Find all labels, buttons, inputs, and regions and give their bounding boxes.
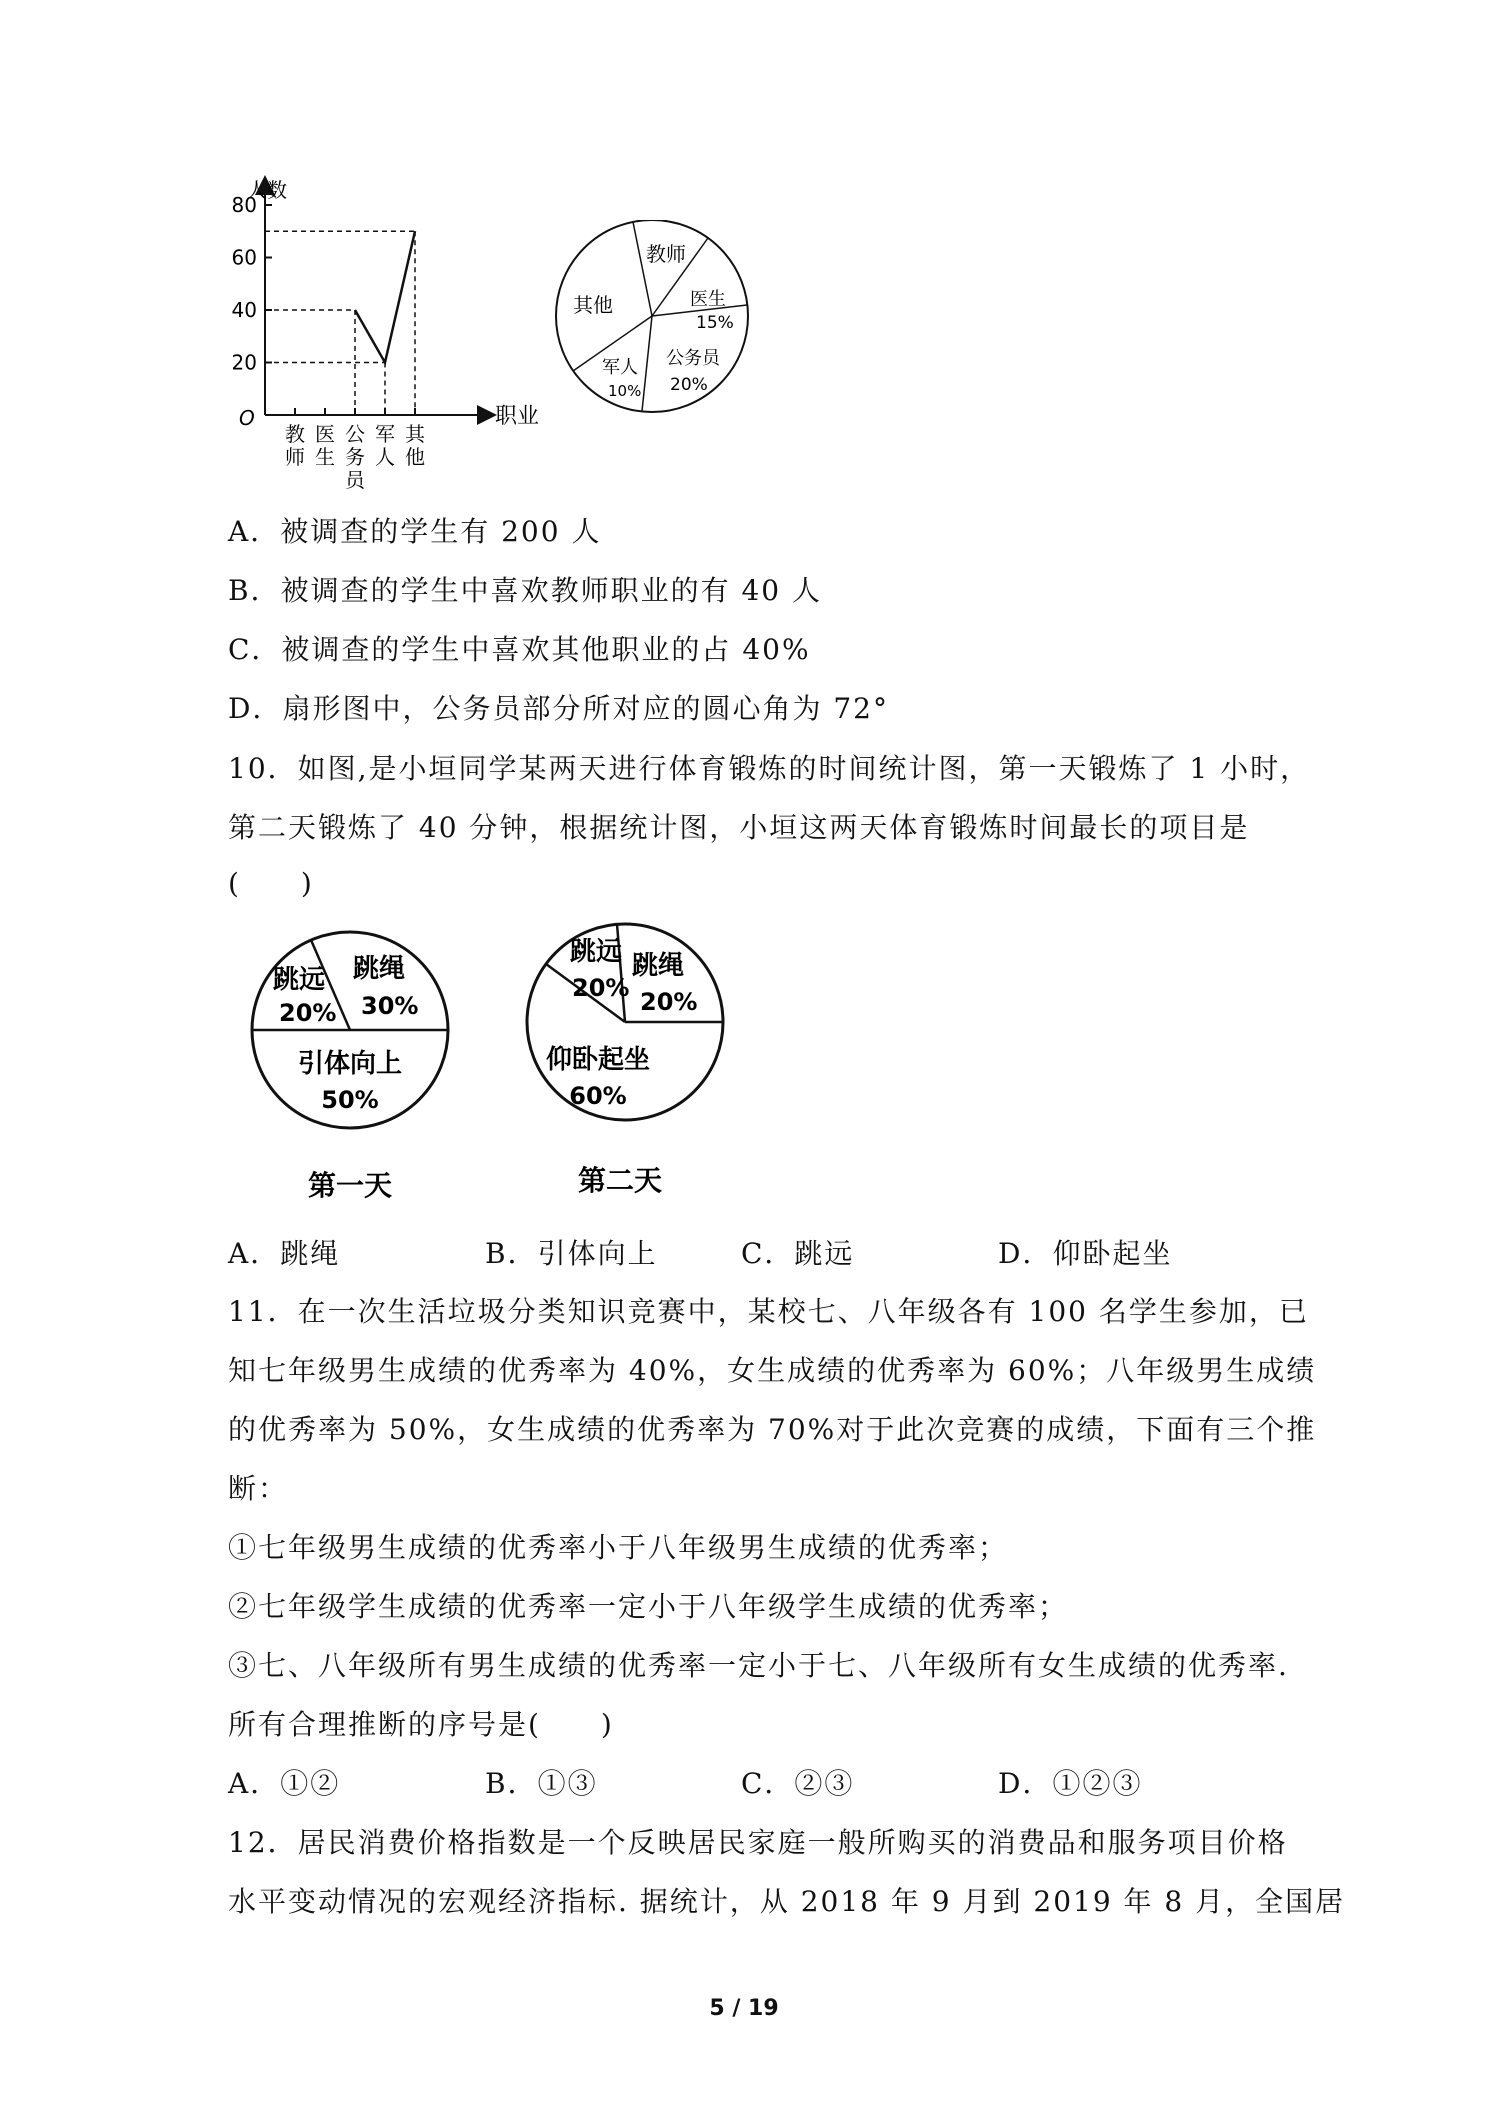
y-tick-label: 80: [231, 193, 257, 217]
slice-label: 跳绳: [353, 954, 406, 984]
q11-text-line: 11．在一次生活垃圾分类知识竞赛中，某校七、八年级各有 100 名学生参加，已: [228, 1295, 1309, 1328]
q11-statement-2: ②七年级学生成绩的优秀率一定小于八年级学生成绩的优秀率；: [228, 1590, 1069, 1623]
slice-label: 跳远: [570, 937, 623, 967]
q10-option-b: B．引体向上: [485, 1237, 658, 1270]
slice-label: 其他: [573, 293, 613, 317]
y-tick-label: 60: [231, 245, 257, 270]
y-axis-label: 人数: [247, 178, 287, 202]
q11-text-line: 的优秀率为 50%，女生成绩的优秀率为 70%对于此次竞赛的成绩，下面有三个推: [228, 1413, 1317, 1446]
slice-pct: 20%: [640, 988, 698, 1016]
slice-label: 军人: [602, 357, 638, 378]
q11-text-line: 知七年级男生成绩的优秀率为 40%，女生成绩的优秀率为 60%；八年级男生成绩: [228, 1354, 1317, 1387]
pie-title: 第一天: [307, 1169, 393, 1202]
slice-label: 公务员: [666, 348, 720, 369]
slice-pct: 20%: [279, 999, 337, 1027]
slice-label: 引体向上: [297, 1049, 403, 1079]
slice-pct: 15%: [696, 313, 734, 333]
pie-divider: [642, 316, 652, 411]
q10-option-a: A．跳绳: [228, 1237, 341, 1270]
slice-pct: 30%: [361, 992, 419, 1020]
q11-text-line: 断：: [228, 1472, 289, 1505]
pie-divider: [633, 222, 652, 316]
q9-option-a: A．被调查的学生有 200 人: [228, 515, 602, 548]
q9-option-d: D．扇形图中，公务员部分所对应的圆心角为 72°: [228, 692, 889, 725]
fig9-pie-chart: [540, 220, 770, 420]
q11-prompt: 所有合理推断的序号是( ): [228, 1708, 614, 1741]
slice-label: 仰卧起坐: [545, 1045, 651, 1075]
q10-option-d: D．仰卧起坐: [998, 1237, 1173, 1270]
slice-pct: 20%: [670, 375, 708, 395]
q10-day2-pie: [510, 922, 740, 1222]
q10-day1-pie: [235, 930, 465, 1230]
page-number: 5 / 19: [709, 1996, 779, 2021]
q10-option-c: C．跳远: [741, 1237, 855, 1270]
q10-answer-blank: ( ): [228, 867, 314, 900]
q9-option-c: C．被调查的学生中喜欢其他职业的占 40%: [228, 633, 811, 666]
x-category-label: 教师: [285, 422, 305, 469]
slice-pct: 20%: [572, 974, 630, 1002]
series-line: [355, 231, 415, 362]
fig9-line-chart: [225, 175, 565, 505]
y-tick-label: 40: [231, 298, 257, 322]
slice-label: 教师: [646, 242, 686, 266]
y-tick-label: 20: [231, 350, 257, 375]
slice-label: 跳绳: [632, 951, 685, 981]
q9-option-b: B．被调查的学生中喜欢教师职业的有 40 人: [228, 574, 823, 607]
q11-option-d: D．①②③: [998, 1767, 1143, 1800]
origin-label: O: [239, 406, 255, 430]
slice-label: 医生: [690, 289, 726, 310]
q11-option-b: B．①③: [485, 1767, 598, 1800]
q11-option-c: C．②③: [741, 1767, 855, 1800]
pie-title: 第二天: [577, 1164, 663, 1197]
x-axis-label: 职业: [495, 404, 540, 429]
q11-statement-3: ③七、八年级所有男生成绩的优秀率一定小于七、八年级所有女生成绩的优秀率.: [228, 1649, 1289, 1682]
q11-option-a: A．①②: [228, 1767, 341, 1800]
q10-text-line: 第二天锻炼了 40 分钟，根据统计图，小垣这两天体育锻炼时间最长的项目是: [228, 811, 1250, 844]
q12-text-line: 水平变动情况的宏观经济指标. 据统计，从 2018 年 9 月到 2019 年 8 月，全国居: [228, 1885, 1346, 1918]
x-category-label: 其他: [405, 422, 425, 469]
slice-pct: 60%: [569, 1082, 627, 1110]
q10-text-line: 10．如图,是小垣同学某两天进行体育锻炼的时间统计图，第一天锻炼了 1 小时，: [228, 752, 1311, 785]
slice-pct: 50%: [321, 1086, 379, 1114]
x-category-label: 公务员: [345, 422, 365, 492]
x-category-label: 医生: [315, 422, 335, 469]
q11-statement-1: ①七年级男生成绩的优秀率小于八年级男生成绩的优秀率；: [228, 1531, 1009, 1564]
slice-label: 跳远: [273, 965, 326, 995]
x-category-label: 军人: [375, 422, 395, 469]
slice-pct: 10%: [608, 382, 642, 400]
q12-text-line: 12．居民消费价格指数是一个反映居民家庭一般所购买的消费品和服务项目价格: [228, 1826, 1288, 1859]
